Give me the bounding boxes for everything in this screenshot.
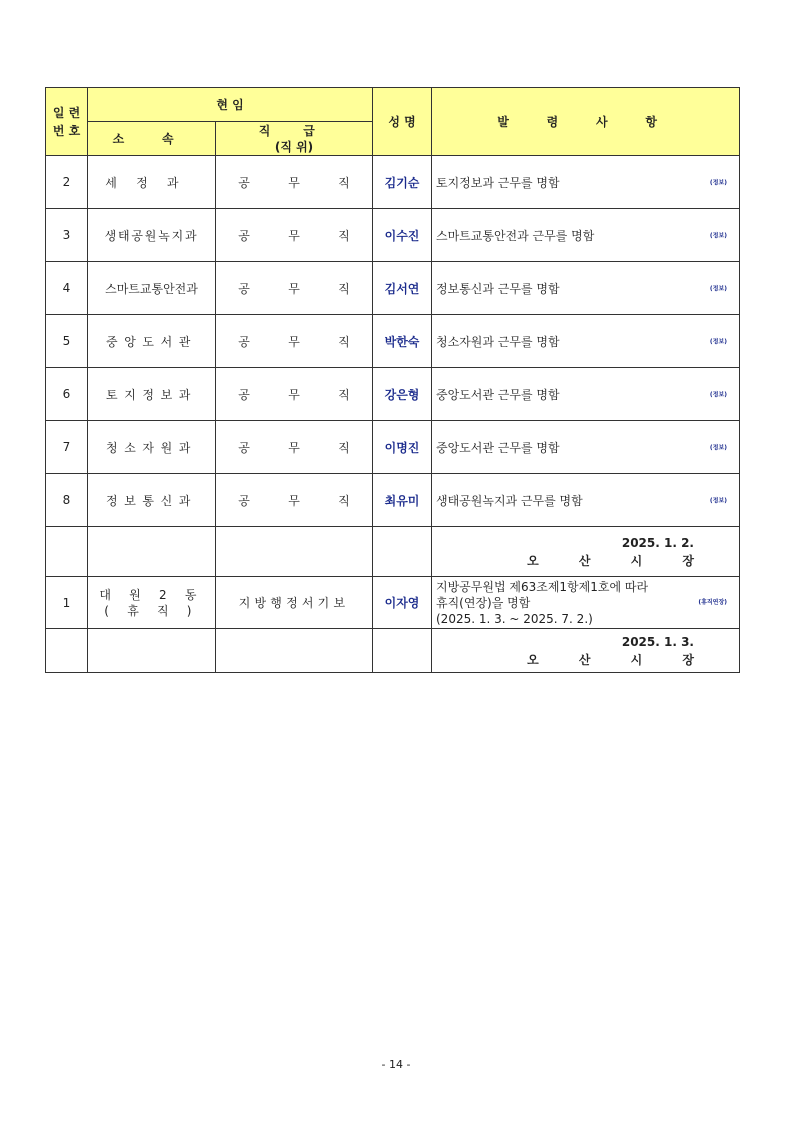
row-name: 김서연 [373,262,432,315]
row-number: 5 [46,315,88,368]
order-date: 2025. 1. 2. [621,535,694,550]
row-name: 이자영 [373,577,432,629]
row-dept: 청소자원과 [88,421,216,474]
row-dept: 세정과 [88,156,216,209]
header-dept: 소 속 [88,122,216,156]
row-rank: 공무직 [216,156,373,209]
row-dept: 토지정보과 [88,368,216,421]
table-row [46,474,740,527]
row-order: 청소자원과 근무를 명함 (정보) [432,315,740,368]
order-tag: (정보) [709,179,727,187]
row-dept: 중앙도서관 [88,315,216,368]
row-rank: 공무직 [216,209,373,262]
row-number: 4 [46,262,88,315]
table-row [46,315,740,368]
row-order: 중앙도서관 근무를 명함 (정보) [432,368,740,421]
order-tag: (정보) [709,444,727,452]
header-rank: 직 급 (직 위) [216,122,373,156]
row-number: 7 [46,421,88,474]
order-tag: (정보) [709,497,727,505]
personnel-order-table [45,87,740,673]
row-dept: 스마트교통안전과 [88,262,216,315]
row-name: 김기순 [373,156,432,209]
table-row [46,262,740,315]
signature-row [46,527,740,577]
row-order: 토지정보과 근무를 명함 (정보) [432,156,740,209]
row-dept: 대 원 2 동 ( 휴 직 ) [88,577,216,629]
row-rank: 공무직 [216,262,373,315]
order-tag: (정보) [709,391,727,399]
header-seq: 일 련 번 호 [46,88,88,156]
header-current: 현 임 [88,88,373,122]
row-order: 정보통신과 근무를 명함 (정보) [432,262,740,315]
table-row [46,368,740,421]
mayor-title: 오 산 시 장 [527,553,712,568]
order-date: 2025. 1. 3. [621,634,694,649]
row-dept: 정보통신과 [88,474,216,527]
row-rank: 지방행정서기보 [216,577,373,629]
table-row [46,156,740,209]
table-row [46,577,740,629]
signature-row [46,629,740,673]
row-number: 3 [46,209,88,262]
page-number: - 14 - [381,1058,411,1071]
row-name: 박한숙 [373,315,432,368]
row-rank: 공무직 [216,315,373,368]
row-order: 생태공원녹지과 근무를 명함 (정보) [432,474,740,527]
row-order: 중앙도서관 근무를 명함 (정보) [432,421,740,474]
signature-block [432,629,740,673]
row-number: 6 [46,368,88,421]
row-order: 스마트교통안전과 근무를 명함 (정보) [432,209,740,262]
row-number: 8 [46,474,88,527]
row-rank: 공무직 [216,368,373,421]
row-rank: 공무직 [216,421,373,474]
row-dept: 생태공원녹지과 [88,209,216,262]
row-name: 이수진 [373,209,432,262]
mayor-title: 오 산 시 장 [527,652,712,667]
row-number: 1 [46,577,88,629]
header-name: 성 명 [373,88,432,156]
row-name: 강은형 [373,368,432,421]
row-name: 이명진 [373,421,432,474]
order-tag: (휴직연장) [698,598,727,606]
order-tag: (정보) [709,285,727,293]
table-row [46,421,740,474]
row-rank: 공무직 [216,474,373,527]
row-name: 최유미 [373,474,432,527]
table-row [46,209,740,262]
signature-block [432,527,740,577]
row-number: 2 [46,156,88,209]
order-tag: (정보) [709,232,727,240]
order-tag: (정보) [709,338,727,346]
row-order: 지방공무원법 제63조제1항제1호에 따라 휴직(연장)을 명함 (2025. 1. 3. ~ 2025. 7. 2.) (휴직연장) [432,577,740,629]
header-order: 발 령 사 항 [432,88,740,156]
